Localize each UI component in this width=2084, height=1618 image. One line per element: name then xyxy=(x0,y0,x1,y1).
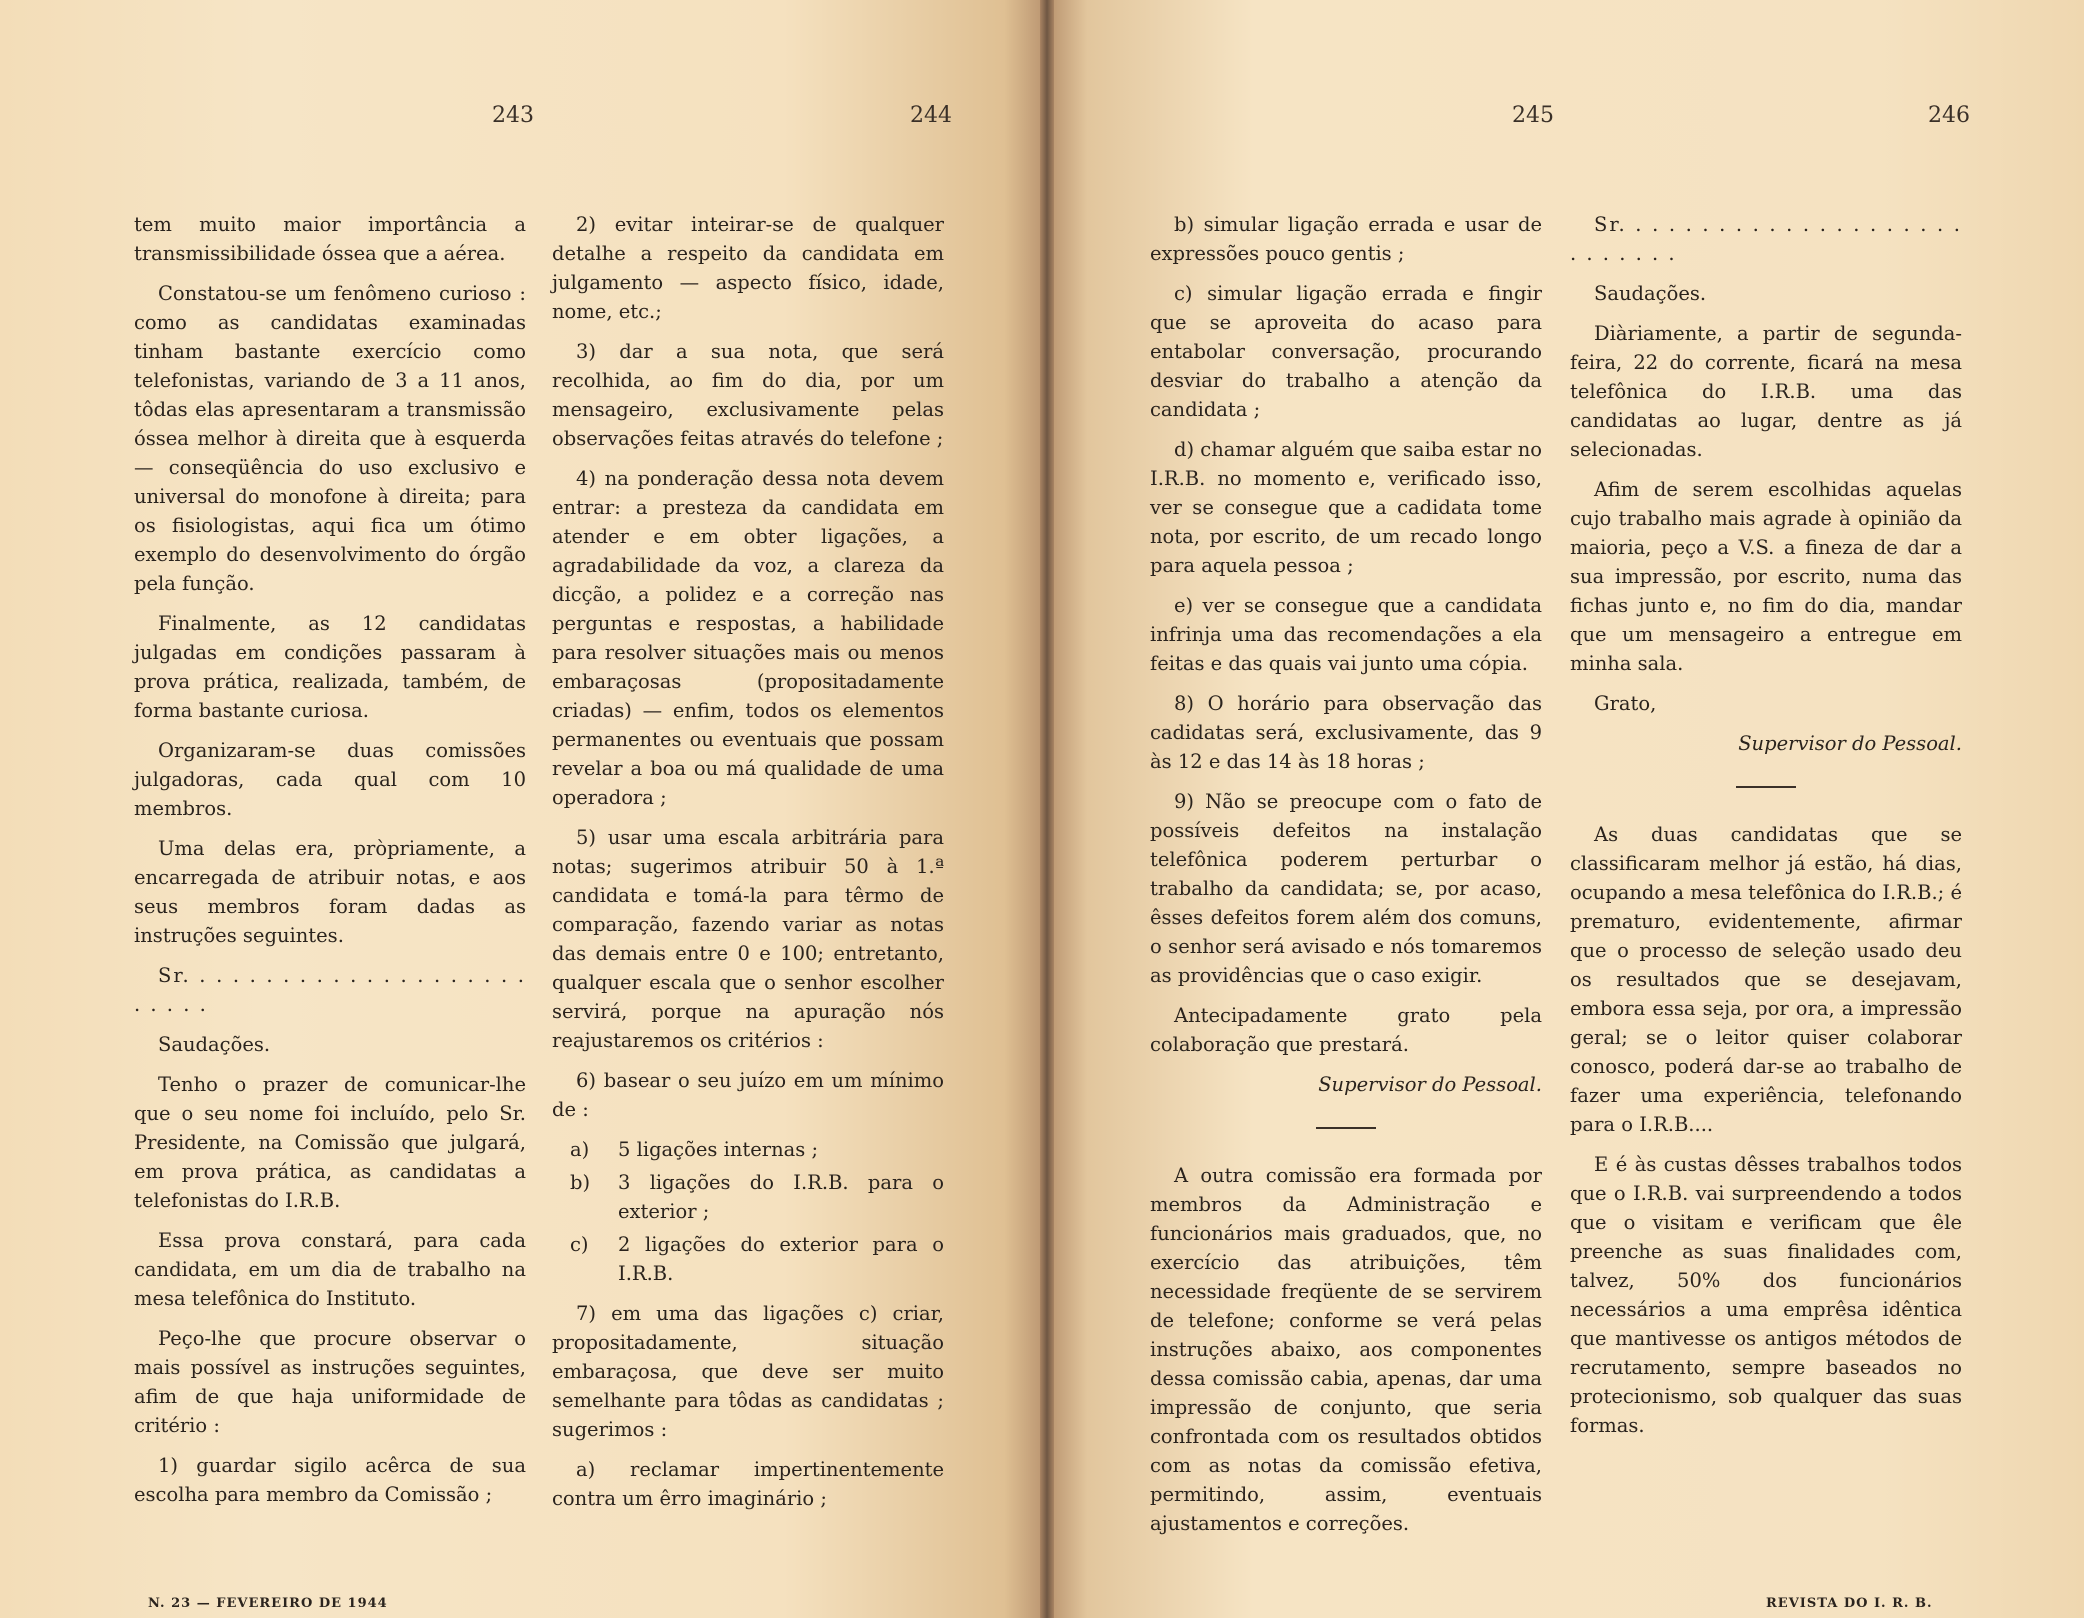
instruction-item: 3) dar a sua nota, que será recolhida, ao fim do dia, por um mensageiro, exclusivamente pelas observações feitas através do telefone ; xyxy=(552,340,944,450)
sub-item-label: b) xyxy=(570,1171,591,1194)
instruction-item: 9) Não se preocupe com o fato de possíveis defeitos na instalação telefônica poderem perturbar o trabalho da candidata; se, por acaso, êsses defeitos forem além dos comuns, o senhor será avisado e nós tomaremos as providências que o caso exigir. xyxy=(1150,790,1542,987)
paragraph: A outra comissão era formada por membros da Administração e funcionários mais graduados, que, no exercício das atribuições, têm necessidade freqüente de se servirem de telefone; conforme se verá pelas instruções abaixo, aos componentes dessa comissão cabia, apenas, dar uma impressão de conjunto, que seria confrontada com os resultados obtidos com as notas da comissão efetiva, permitindo, assim, eventuais ajustamentos e correções. xyxy=(1150,1164,1542,1535)
paragraph: Antecipadamente grato pela colaboração que prestará. xyxy=(1150,1004,1542,1056)
sub-item xyxy=(552,1230,944,1288)
footer-journal: REVISTA DO I. R. B. xyxy=(1766,1596,1933,1611)
sub-item-text: 3 ligações do I.R.B. para o exterior ; xyxy=(618,1171,944,1223)
sub-item-label: a) xyxy=(570,1138,590,1161)
paragraph: Diàriamente, a partir de segunda-feira, 22 do corrente, ficará na mesa telefônica do I.R.B. uma das candidatas ao lugar, dentre as já selecionadas. xyxy=(1570,322,1962,461)
sub-item-label: c) xyxy=(570,1233,589,1256)
paragraph: Tenho o prazer de comunicar-lhe que o seu nome foi incluído, pelo Sr. Presidente, na Comissão que julgará, em prova prática, as candidatas a telefonistas do I.R.B. xyxy=(134,1073,526,1212)
paragraph: As duas candidatas que se classificaram melhor já estão, há dias, ocupando a mesa telefônica do I.R.B.; é prematuro, evidentemente, afirmar que o processo de seleção usado deu os resultados que se desejavam, embora essa seja, por ora, a impressão geral; se o leitor quiser colaborar conosco, poderá dar-se ao trabalho de fazer uma experiência, telefonando para o I.R.B.... xyxy=(1570,823,1962,1136)
instruction-item: 2) evitar inteirar-se de qualquer detalhe a respeito da candidata em julgamento — aspecto físico, idade, nome, etc.; xyxy=(552,213,944,323)
instruction-item: 6) basear o seu juízo em um mínimo de : xyxy=(552,1069,944,1121)
column-page-244 xyxy=(552,210,944,1524)
paragraph: Organizaram-se duas comissões julgadoras, cada qual com 10 membros. xyxy=(134,739,526,820)
instruction-item: c) simular ligação errada e fingir que se aproveita do acaso para entabolar conversação, procurando desviar do trabalho a atenção da candidata ; xyxy=(1150,282,1542,421)
instruction-item: b) simular ligação errada e usar de expressões pouco gentis ; xyxy=(1150,213,1542,265)
paragraph: Afim de serem escolhidas aquelas cujo trabalho mais agrade à opinião da maioria, peço a V.S. a fineza de dar a sua impressão, por escrito, numa das fichas junto e, no fim do dia, mandar que um mensageiro a entregue em minha sala. xyxy=(1570,478,1962,675)
sub-item xyxy=(552,1168,944,1226)
binding-gutter xyxy=(1040,0,1054,1618)
section-divider xyxy=(1736,786,1796,788)
signature: Supervisor do Pessoal. xyxy=(1738,732,1962,755)
instruction-item: 4) na ponderação dessa nota devem entrar: a presteza da candidata em atender e em obter ligações, a agradabilidade da voz, a clareza da dicção, a polidez e a correção nas perguntas e respostas, a habilidade para resolver situações mais ou menos embaraçosas (propositadamente criadas) — enfim, todos os elementos permanentes ou eventuais que possam revelar a boa ou má qualidade de uma operadora ; xyxy=(552,467,944,809)
instruction-item: 1) guardar sigilo acêrca de sua escolha para membro da Comissão ; xyxy=(134,1454,526,1506)
paragraph: tem muito maior importância a transmissibilidade óssea que a aérea. xyxy=(134,213,526,265)
paragraph: Finalmente, as 12 candidatas julgadas em condições passaram à prova prática, realizada, também, de forma bastante curiosa. xyxy=(134,612,526,722)
column-page-243 xyxy=(134,210,526,1520)
instruction-item: 8) O horário para observação das cadidatas será, exclusivamente, das 9 às 12 e das 14 às 18 horas ; xyxy=(1150,692,1542,773)
sub-item xyxy=(552,1135,944,1164)
paragraph: Uma delas era, pròpriamente, a encarregada de atribuir notas, e aos seus membros foram dadas as instruções seguintes. xyxy=(134,837,526,947)
column-page-246 xyxy=(1570,210,1962,1451)
page-number-244: 244 xyxy=(910,103,952,128)
letter-salutation-line: Sr. . . . . . . . . . . . . . . . . . . . . . . . . . . . xyxy=(1570,213,1962,265)
footer-issue: N. 23 — FEVEREIRO DE 1944 xyxy=(148,1596,388,1611)
letter-greeting: Saudações. xyxy=(158,1033,271,1056)
instruction-item: a) reclamar impertinentemente contra um êrro imaginário ; xyxy=(552,1458,944,1510)
sub-item-text: 5 ligações internas ; xyxy=(618,1138,819,1161)
paragraph: Grato, xyxy=(1594,692,1657,715)
instruction-item: e) ver se consegue que a candidata infrinja uma das recomendações a ela feitas e das quais vai junto uma cópia. xyxy=(1150,594,1542,675)
instruction-item: 5) usar uma escala arbitrária para notas; sugerimos atribuir 50 à 1.ª candidata e tomá-la para têrmo de comparação, fazendo variar as notas das demais entre 0 e 100; entretanto, qualquer escala que o senhor escolher servirá, porque na apuração nós reajustaremos os critérios : xyxy=(552,826,944,1052)
section-divider xyxy=(1316,1127,1376,1129)
instruction-item: d) chamar alguém que saiba estar no I.R.B. no momento e, verificado isso, ver se consegue que a cadidata tome nota, por escrito, de um recado longo para aquela pessoa ; xyxy=(1150,438,1542,577)
sub-item-text: 2 ligações do exterior para o I.R.B. xyxy=(618,1233,944,1285)
column-page-245 xyxy=(1150,210,1542,1549)
instruction-item: 7) em uma das ligações c) criar, propositadamente, situação embaraçosa, que deve ser muito semelhante para tôdas as candidatas ; sugerimos : xyxy=(552,1302,944,1441)
page-number-246: 246 xyxy=(1928,103,1970,128)
paragraph: Peço-lhe que procure observar o mais possível as instruções seguintes, afim de que haja uniformidade de critério : xyxy=(134,1327,526,1437)
page-number-245: 245 xyxy=(1512,103,1554,128)
signature: Supervisor do Pessoal. xyxy=(1318,1073,1542,1096)
paragraph: Constatou-se um fenômeno curioso : como as candidatas examinadas tinham bastante exercício como telefonistas, variando de 3 a 11 anos, tôdas elas apresentaram a transmissão óssea melhor à direita que à esquerda — conseqüência do uso exclusivo e universal do monofone à direita; para os fisiologistas, aqui fica um ótimo exemplo do desenvolvimento do órgão pela função. xyxy=(134,282,526,595)
paragraph: E é às custas dêsses trabalhos todos que o I.R.B. vai surpreendendo a todos que o visitam e verificam que êle preenche as suas finalidades com, talvez, 50% dos funcionários necessários a uma emprêsa idêntica que mantivesse os antigos métodos de recrutamento, sempre baseados no protecionismo, sob qualquer das suas formas. xyxy=(1570,1153,1962,1437)
letter-greeting: Saudações. xyxy=(1594,282,1707,305)
page-number-243: 243 xyxy=(492,103,534,128)
paragraph: Essa prova constará, para cada candidata, em um dia de trabalho na mesa telefônica do Instituto. xyxy=(134,1229,526,1310)
letter-salutation-line: Sr. . . . . . . . . . . . . . . . . . . . . . . . . . xyxy=(134,964,526,1016)
